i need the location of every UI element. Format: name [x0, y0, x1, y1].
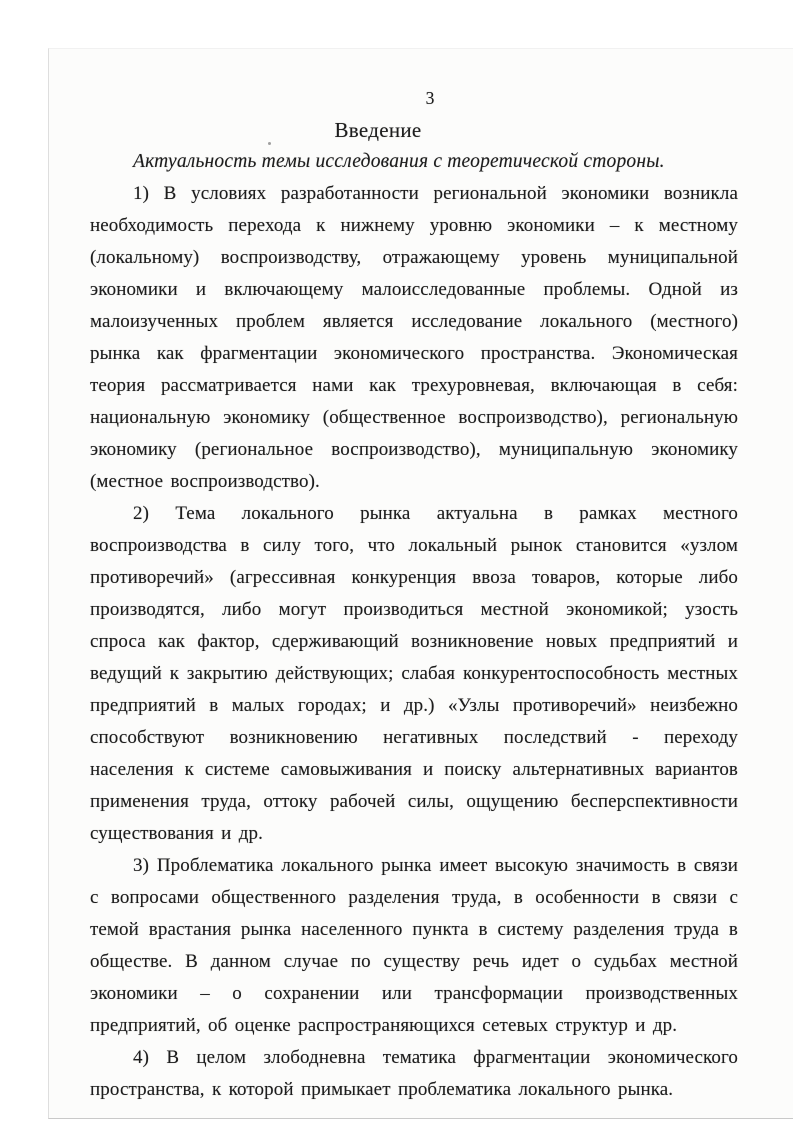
lead-sentence-italic: Актуальность темы исследования с теоретической стороны.: [133, 151, 665, 172]
document-page: [48, 48, 793, 1119]
paragraph-1: 1) В условиях разработанности региональной экономики возникла необходимость перехода к нижнему уровню экономики – к местному (локальному) воспроизводству, отражающему уровень муниципальной экономики и включающему малоисследованные проблемы. Одной из малоизученных проблем является исследование локального (местного) рынка как фрагментации экономического пространства. Экономическая теория рассматривается нами как трехуровневая, включающая в себя: национальную экономику (общественное воспроизводство), региональную экономику (региональное воспроизводство), муниципальную экономику (местное воспроизводство).: [90, 183, 738, 492]
text-block: [90, 82, 738, 1106]
page-number: 3: [425, 88, 435, 108]
paragraph-2: 2) Тема локального рынка актуальна в рамках местного воспроизводства в силу того, что локальный рынок становится «узлом противоречий» (агрессивная конкуренция ввоза товаров, которые либо производятся, либо могут производиться местной экономикой; узость спроса как фактор, сдерживающий возникновение новых предприятий и ведущий к закрытию действующих; слабая конкурентоспособность местных предприятий в малых городах; и др.) «Узлы противоречий» неизбежно способствуют возникновению негативных последствий - переходу населения к системе самовыживания и поиску альтернативных вариантов применения труда, оттоку рабочей силы, ощущению бесперспективности существования и др.: [90, 503, 738, 844]
chapter-heading: Введение: [334, 118, 422, 142]
paragraph-4: 4) В целом злободневна тематика фрагментации экономического пространства, к которой примыкает проблематика локального рынка.: [90, 1047, 738, 1100]
paragraph-3: 3) Проблематика локального рынка имеет высокую значимость в связи с вопросами общественного разделения труда, в особенности в связи с темой врастания рынка населенного пункта в систему разделения труда в обществе. В данном случае по существу речь идет о судьбах местной экономики – о сохранении или трансформации производственных предприятий, об оценке распространяющихся сетевых структур и др.: [90, 855, 738, 1036]
